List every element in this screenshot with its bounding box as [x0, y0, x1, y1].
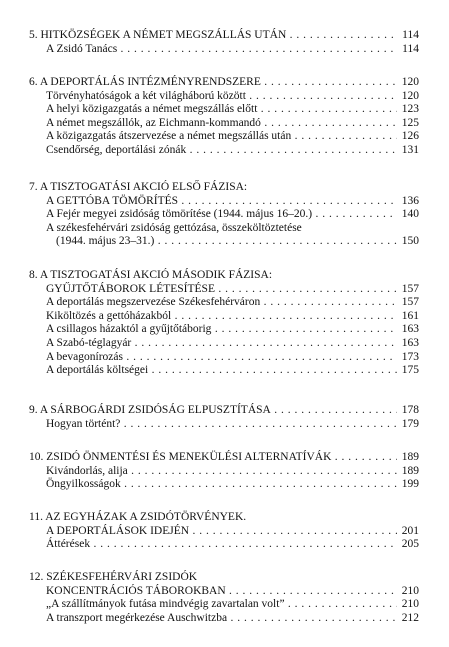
toc-entry-title: A székesfehérvári zsidóság gettózása, összeköltöztetése: [46, 221, 302, 234]
toc-chapter-heading: [46, 194, 449, 208]
toc-page-number: 189: [401, 464, 419, 477]
toc-entry-title: A Fejér megyei zsidóság tömörítése (1944. május 16–20.) . . .: [46, 207, 397, 221]
toc-entry-title: (1944. május 23–31.) . . .: [56, 234, 397, 248]
toc-page-number: 114: [402, 42, 419, 55]
toc-page-number: 163: [401, 323, 419, 336]
toc-page-number: 120: [401, 89, 419, 102]
toc-subentry: [46, 464, 449, 478]
toc-subentry: [46, 42, 449, 56]
toc-subentry: [46, 207, 449, 221]
toc-page-number: 126: [401, 130, 419, 143]
toc-chapter-heading: [46, 584, 449, 598]
toc-entry-title: A Szabó-téglagyár . . .: [46, 336, 397, 350]
toc-page-number: 136: [401, 194, 419, 207]
toc-page-number: 175: [401, 364, 419, 377]
toc-page-number: 120: [401, 76, 419, 88]
toc-subentry: [46, 116, 449, 130]
toc-chapter-heading: [29, 403, 449, 417]
toc-subentry: [46, 336, 449, 350]
toc-page-number: 123: [401, 103, 419, 116]
toc-entry-title: Hogyan történt? . . .: [46, 417, 397, 431]
toc-page-number: 114: [402, 29, 419, 41]
toc-chapter-heading: [46, 282, 449, 296]
toc-page-number: 131: [401, 144, 419, 156]
toc-page-number: 140: [401, 208, 419, 221]
toc-entry-title: Kivándorlás, alija . . .: [46, 464, 397, 478]
toc-page-number: 150: [401, 235, 419, 248]
toc-entry-title: 6. A DEPORTÁLÁS INTÉZMÉNYRENDSZERE . . .: [29, 75, 397, 89]
toc-subentry: [46, 611, 449, 625]
toc-subentry: [46, 350, 449, 364]
toc-subentry: [46, 597, 449, 611]
toc-subentry: [46, 363, 449, 377]
toc-entry-title: Öngyilkosságok . . .: [46, 477, 397, 491]
toc-subentry: [46, 129, 449, 143]
toc-subentry: [46, 221, 449, 235]
toc-chapter-heading: [29, 268, 449, 282]
toc-entry-title: „A szállítmányok futása mindvégig zavartalan volt” . . .: [46, 597, 397, 611]
toc-entry-title: KONCENTRÁCIÓS TÁBOROKBAN . . .: [46, 584, 397, 598]
toc-page-number: 210: [401, 584, 419, 597]
toc-entry-title: A deportálás költségei . . .: [46, 363, 397, 377]
toc-page-number: 205: [401, 538, 419, 551]
toc-chapter-heading: [29, 75, 449, 89]
toc-entry-title: 10. ZSIDÓ ÖNMENTÉSI ÉS MENEKÜLÉSI ALTERNATÍVÁK . . .: [29, 450, 397, 464]
toc-entry-title: 5. HITKÖZSÉGEK A NÉMET MEGSZÁLLÁS UTÁN . . .: [29, 28, 397, 42]
toc-entry-title: A bevagonírozás . . .: [46, 350, 397, 364]
toc-page-number: 157: [401, 282, 419, 295]
toc-entry-title: Kiköltözés a gettóházakból . . .: [46, 309, 397, 323]
toc-entry-title: A közigazgatás átszervezése a német megszállás után . . .: [46, 129, 397, 143]
toc-entry-title: Csendőrség, deportálási zónák . . .: [46, 143, 397, 157]
toc-page-number: 161: [401, 309, 419, 322]
toc-page-number: 125: [401, 116, 419, 129]
toc-entry-title: 7. A TISZTOGATÁSI AKCIÓ ELSŐ FÁZISA:: [29, 181, 248, 193]
toc-entry-title: 9. A SÁRBOGÁRDI ZSIDÓSÁG ELPUSZTÍTÁSA . . .: [29, 403, 397, 417]
toc-page-number: 189: [401, 451, 419, 463]
toc-entry-title: 12. SZÉKESFEHÉRVÁRI ZSIDÓK: [29, 571, 198, 583]
toc-page-number: 173: [401, 350, 419, 363]
toc-subentry: [46, 417, 449, 431]
toc-entry-title: 11. AZ EGYHÁZAK A ZSIDÓTÖRVÉNYEK.: [29, 511, 247, 523]
toc-page-number: 178: [401, 404, 419, 416]
toc-subentry: [46, 295, 449, 309]
toc-page-number: 157: [401, 296, 419, 309]
toc-entry-title: A deportálás megszervezése Székesfehérváron . . .: [46, 295, 397, 309]
toc-chapter-heading: [29, 510, 449, 524]
toc-page-number: 212: [401, 611, 419, 624]
toc-entry-title: GYŰJTŐTÁBOROK LÉTESÍTÉSE . . .: [46, 282, 397, 296]
toc-subentry: [46, 89, 449, 103]
toc-page-number: 210: [401, 598, 419, 611]
toc-entry-title: A transzport megérkezése Auschwitzba . . .: [46, 611, 397, 625]
toc-entry-title: A GETTÓBA TÖMÖRÍTÉS . . .: [46, 194, 397, 208]
toc-subentry: [46, 309, 449, 323]
toc-chapter-heading: [29, 28, 449, 42]
toc-page-number: 201: [401, 524, 419, 537]
toc-page-number: 163: [401, 337, 419, 349]
toc-entry-title: A helyi közigazgatás a német megszállás előtt . . .: [46, 102, 397, 116]
toc-page-number: 199: [401, 478, 419, 491]
toc-subentry: [46, 102, 449, 116]
toc-chapter-heading: [29, 180, 449, 194]
toc-subentry: [46, 322, 449, 336]
toc-subentry: [46, 477, 449, 491]
toc-chapter-heading: [46, 524, 449, 538]
toc-entry-title: A német megszállók, az Eichmann-kommandó . . .: [46, 116, 397, 130]
toc-chapter-heading: [29, 450, 449, 464]
toc-entry-title: A Zsidó Tanács . . .: [46, 42, 397, 56]
toc-entry-title: A csillagos házaktól a gyűjtőtáborig . . .: [46, 322, 397, 336]
toc-chapter-heading: [29, 570, 449, 584]
toc-subentry: [56, 234, 449, 248]
toc-page-number: 179: [401, 417, 419, 430]
toc-entry-title: 8. A TISZTOGATÁSI AKCIÓ MÁSODIK FÁZISA:: [29, 269, 273, 281]
toc-subentry: [46, 537, 449, 551]
toc-subentry: [46, 143, 449, 157]
toc-entry-title: Törvényhatóságok a két világháború között . . .: [46, 89, 397, 103]
toc-entry-title: A DEPORTÁLÁSOK IDEJÉN . . .: [46, 524, 397, 538]
toc-entry-title: Áttérések . . .: [46, 537, 397, 551]
